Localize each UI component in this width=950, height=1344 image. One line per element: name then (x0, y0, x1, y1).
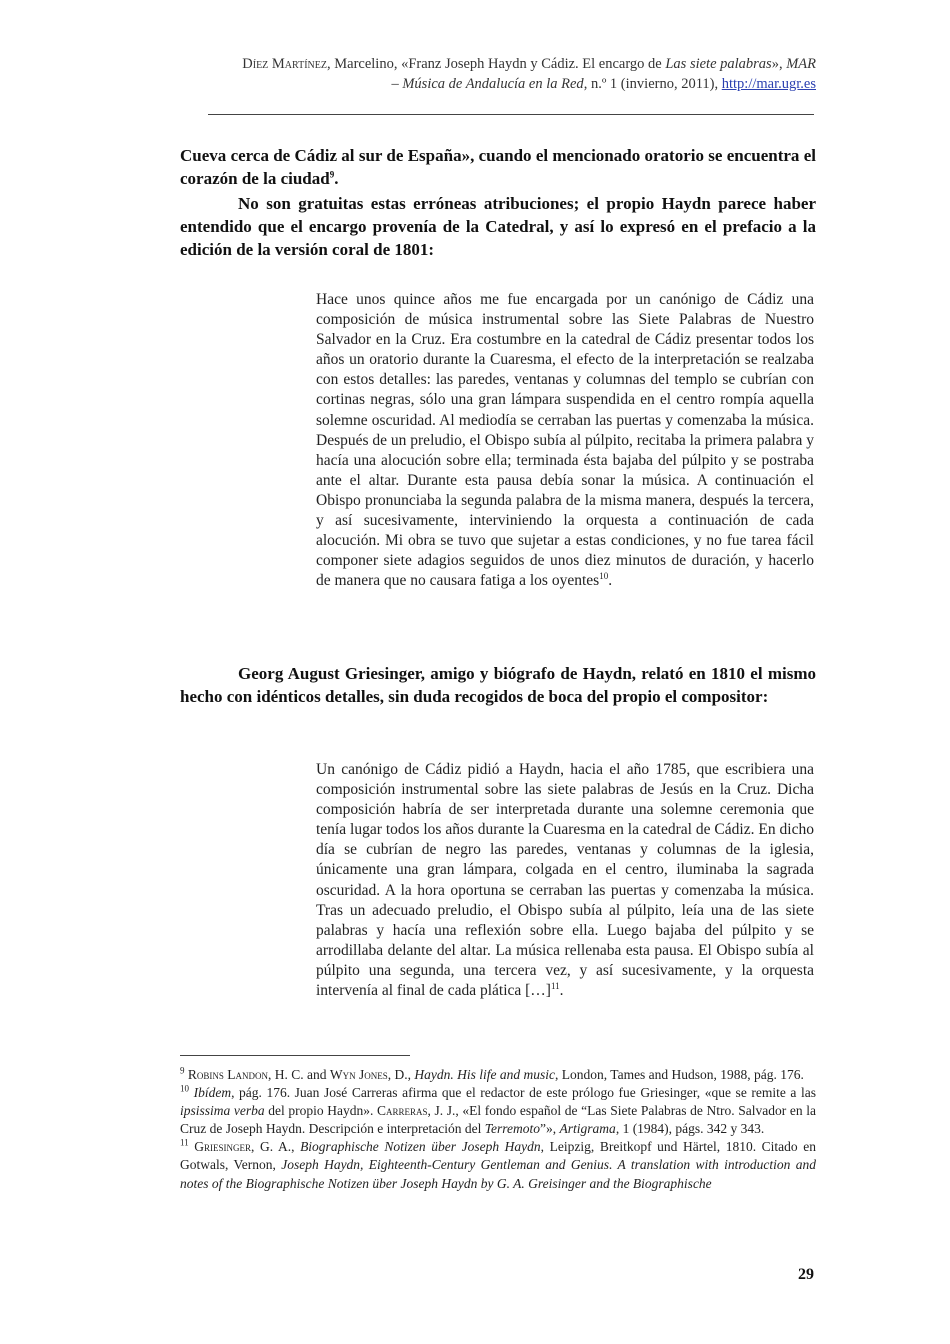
footnote-author: Griesinger (194, 1139, 252, 1155)
footnote-journal: Artigrama (559, 1121, 616, 1137)
quote-end: . (608, 572, 613, 590)
footnote-ref-10[interactable]: 10 (599, 571, 609, 582)
footnote-number: 11 (180, 1137, 189, 1148)
quote-end: . (559, 982, 564, 1000)
block-quote-1 (316, 290, 814, 591)
footnote-author: Carreras (376, 1103, 428, 1119)
header-article-title: Las siete palabras (665, 56, 772, 72)
body-paragraph-3: Georg August Griesinger, amigo y biógrafo de Haydn, relató en 1810 el mismo hecho con idénticos detalles, sin duda recogidos de boca del propio el compositor: (180, 664, 816, 706)
footnote-text: , D., (387, 1067, 415, 1082)
header-journal-abbr: MAR (786, 56, 816, 72)
footnote-ref-9[interactable]: 9 (329, 169, 335, 180)
paragraph-text: Cueva cerca de Cádiz al sur de España», cuando el mencionado oratorio se encuentra el corazón de la ciudad (180, 146, 816, 188)
paragraph-end: . (334, 169, 339, 188)
footnote-9 (180, 1066, 816, 1084)
footnote-title: Joseph Haydn, Eighteenth-Century Gentleman and Genius. A translation with introduction and notes of the Biographische Notizen über Joseph Haydn by G. A. Greisinger and the Biographische (180, 1157, 817, 1191)
header-author: Díez Martínez (242, 56, 327, 72)
footnote-text: , G. A., (251, 1139, 301, 1155)
footnote-text: , Leipzig, Breitkopf und Härtel, 1810. Citado en Gotwals, Vernon, (180, 1139, 816, 1173)
block-quote-2 (316, 760, 814, 1001)
footnote-text: , London, Tames and Hudson, 1988, pág. 176. (555, 1067, 804, 1082)
footnotes (180, 1066, 816, 1193)
footnote-author: Robins Landon (187, 1067, 269, 1082)
body-paragraph-1 (180, 144, 816, 190)
footnote-title: Biographische Notizen über Joseph Haydn (300, 1139, 541, 1155)
footnote-text: del propio Haydn». (264, 1103, 377, 1119)
header-rule (208, 114, 814, 115)
page-number: 29 (798, 1266, 814, 1283)
footnote-title: Haydn. His life and music (414, 1067, 556, 1082)
footnote-italic: Terremoto (484, 1121, 541, 1137)
footnote-text: , J. J., «El fondo español de “Las Siete Palabras de Ntro. Salvador en la Cruz de Joseph Haydn. Descripción e interpretación del (180, 1103, 817, 1137)
header-text-close: », (771, 56, 787, 72)
body-paragraph-2: No son gratuitas estas erróneas atribuciones; el propio Haydn parece haber entendido que el encargo provenía de la Catedral, y así lo expresó en el prefacio a la edición de la versión coral de 1801: (180, 194, 816, 259)
footnote-ref-11[interactable]: 11 (550, 980, 560, 991)
footnote-text: , H. C. and (268, 1067, 330, 1082)
header-journal-name: – Música de Andalucía en la Red (391, 76, 584, 92)
footnote-text: , 1 (1984), págs. 342 y 343. (615, 1121, 765, 1137)
header-issue: , n.º 1 (invierno, 2011), (583, 76, 722, 92)
footnote-number: 9 (180, 1065, 185, 1076)
footnote-11 (180, 1138, 816, 1192)
footnote-ibid: Ibídem (193, 1085, 232, 1101)
quote-text: Hace unos quince años me fue encargada por un canónigo de Cádiz una composición de música instrumental sobre las Siete Palabras de Nuestro Salvador en la Cruz. Era costumbre en la catedral de Cádiz presentar todos los años un oratorio durante la Cuaresma, el efecto de la interpretación se realzaba con estos detalles: las paredes, ventanas y columnas del templo se cubrían con cortinas negras, sólo una gran lámpara suspendida en el centro rompía aquella solemne oscuridad. Al mediodía se cerraban las puertas y comenzaba la música. Después de un preludio, el Obispo subía al púlpito, recitaba la primera palabra y hacía una alocución sobre ella; terminada ésta bajaba del púlpito y se postraba ante el altar. Durante esta pausa debía sonar la música. A continuación el Obispo pronunciaba la segunda palabra de la misma manera, después la tercera, y así sucesivamente, interviniendo la orquesta a continuación de cada alocución. Mi obra se tuvo que sujetar a estas condiciones, y no fue tarea fácil componer siete adagios seguidos de unos diez minutos de duración, y hacerlo de manera que no causara fatiga a los oyentes (316, 291, 814, 590)
footnote-author: Wyn Jones (329, 1067, 388, 1082)
footnote-italic: ipsissima verba (180, 1103, 265, 1119)
footnote-text: ”», (540, 1121, 560, 1137)
header-url-link[interactable]: http://mar.ugr.es (721, 76, 816, 92)
quote-text: Un canónigo de Cádiz pidió a Haydn, hacia el año 1785, que escribiera una composición instrumental sobre las siete palabras de Jesús en la Cruz. Dicha composición habría de ser interpretada durante una solemne ceremonia que tenía lugar todos los años durante la Cuaresma en la catedral de Cádiz. En dicho día se cubrían de negro las paredes, ventanas y columnas de la iglesia, únicamente una gran lámpara, colgada en el centro, iluminaba la sagrada oscuridad. A la hora oportuna se cerraban las puertas y comenzaba la música. Tras un adecuado preludio, el Obispo subía al púlpito, leía una de las siete palabras y hacía una reflexión sobre ella. Luego bajaba del púlpito y se arrodillaba delante del altar. La música rellenaba esta pausa. El Obispo subía al púlpito una segunda, una tercera vez, y así sucesivamente, y la orquesta intervenía al final de cada plática […] (316, 761, 814, 1000)
footnote-text: , pág. 176. Juan José Carreras afirma que el redactor de este prólogo fue Griesinger, «que se remite a las (231, 1085, 817, 1101)
footnote-rule (180, 1055, 410, 1056)
running-header (180, 54, 816, 94)
footnote-10 (180, 1084, 816, 1138)
footnote-number: 10 (180, 1083, 189, 1094)
header-text: , Marcelino, «Franz Joseph Haydn y Cádiz. El encargo de (326, 56, 666, 72)
